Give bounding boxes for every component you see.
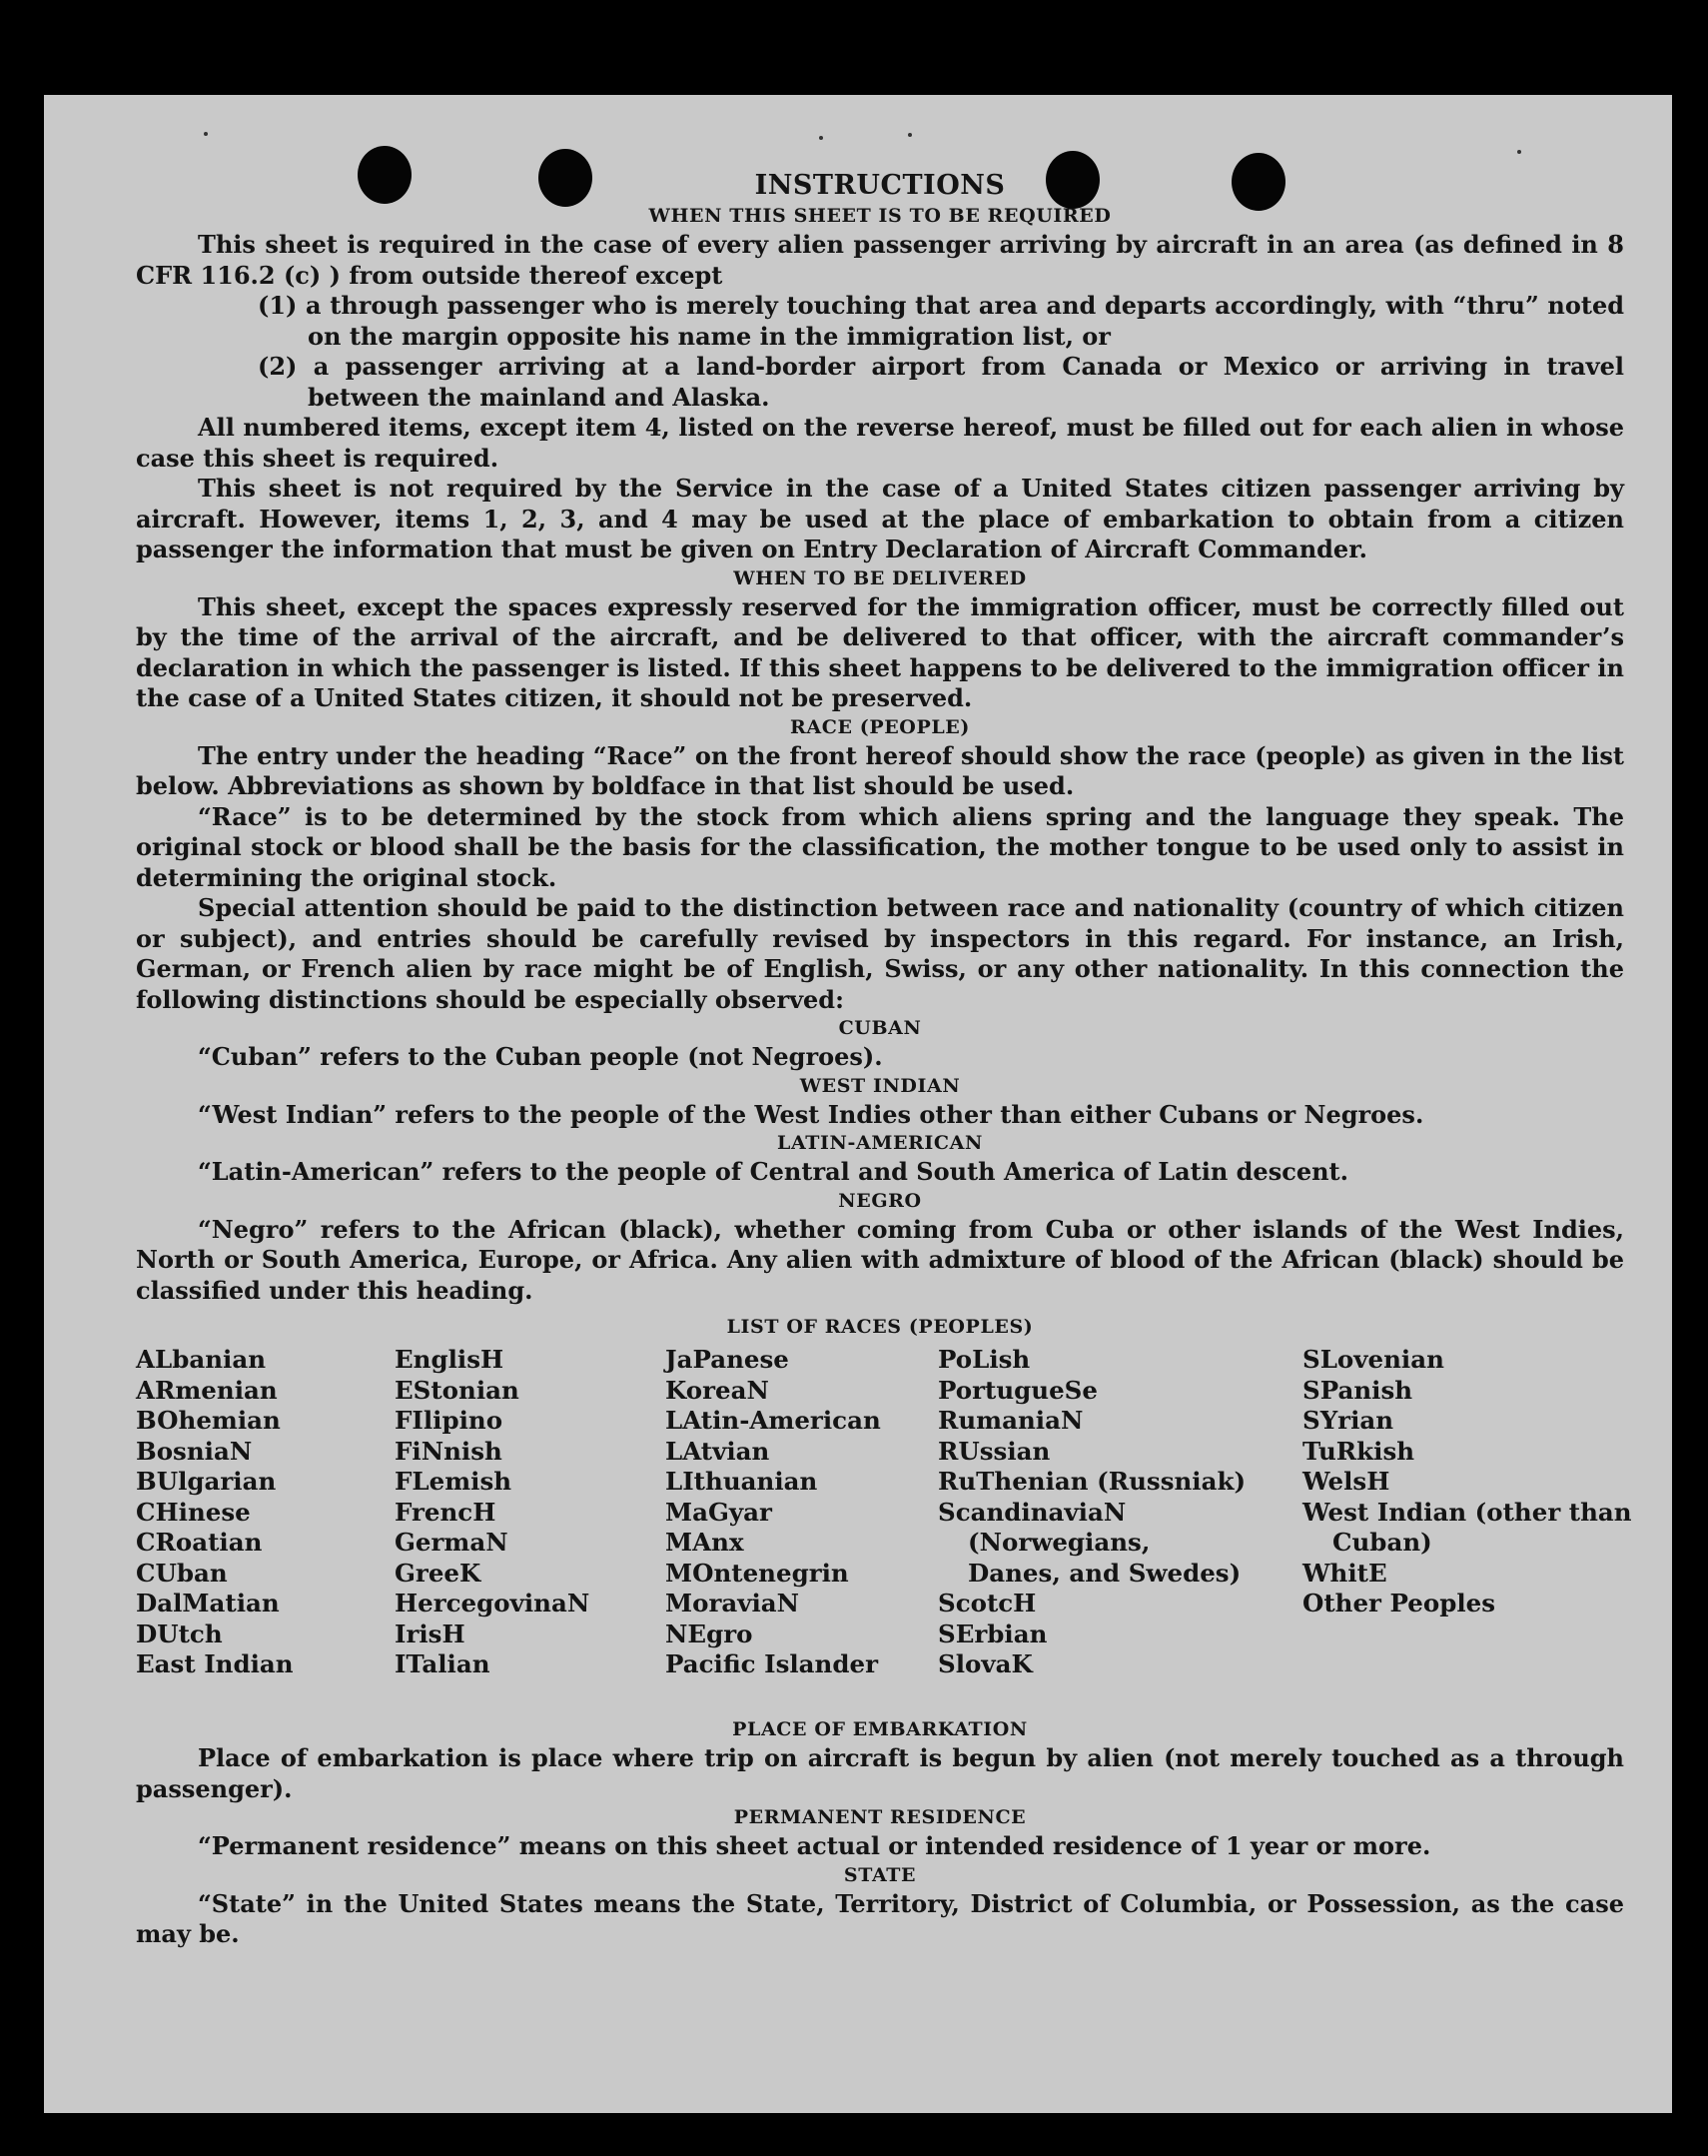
race-entry: NEgro — [665, 1618, 753, 1648]
race-entry: DUtch — [136, 1618, 223, 1648]
definition-cuban: “Cuban” refers to the Cuban people (not Negroes). — [198, 1042, 883, 1071]
race-entry: MAnx — [665, 1528, 744, 1557]
heading-negro: NEGRO — [838, 1189, 922, 1212]
race-entry: SlovaK — [938, 1649, 1033, 1678]
instructions-body — [136, 167, 1632, 1950]
heading-when-delivered: WHEN TO BE DELIVERED — [733, 566, 1027, 589]
definition-residence: “Permanent residence” means on this sheet actual or intended residence of 1 year or more. — [198, 1831, 1431, 1860]
list-item: (2) a passenger arriving at a land-border airport from Canada or Mexico or arriving in travel between the mainland and Alaska. — [258, 352, 1624, 412]
race-entry: BUlgarian — [136, 1467, 277, 1496]
list-item: (1) a through passenger who is merely touching that area and departs accordingly, with “thru” noted on the margin opposite his name in the immigration list, or — [258, 291, 1624, 351]
paragraph: The entry under the heading “Race” on the front hereof should show the race (people) as given in the list below. Abbreviations as shown by boldface in that list should be used. — [136, 740, 1624, 800]
paragraph: This sheet, except the spaces expressly reserved for the immigration officer, must be correctly filled out by the time of the arrival of the aircraft, and be delivered to that officer, with the aircraft commander’s declaration in which the passenger is listed. If this sheet happens to be delivered to the immigration officer in the case of a United States citizen, it should not be preserved. — [136, 591, 1624, 712]
races-column-4 — [938, 1345, 1248, 1680]
race-entry: HercegovinaN — [395, 1589, 590, 1617]
paragraph: Special attention should be paid to the distinction between race and nationality (country of which citizen or subject), and entries should be carefully revised by inspectors in this regard. For instance, an Irish, German, or French alien by race might be of English, Swiss, or any other nationality. In this connection the following distinctions should be especially observed: — [136, 893, 1624, 1014]
races-column-1 — [136, 1345, 294, 1680]
race-entry: CUban — [136, 1558, 228, 1588]
race-entry: LAtin-American — [665, 1406, 881, 1435]
speck — [819, 136, 823, 140]
definition-west-indian: “West Indian” refers to the people of the West Indies other than either Cubans or Negroes. — [198, 1099, 1424, 1129]
race-entry: ScotcH — [938, 1589, 1037, 1617]
race-entry: TuRkish — [1302, 1436, 1415, 1466]
paragraph: “Race” is to be determined by the stock from which aliens spring and the language they speak. The original stock or blood shall be the basis for the classification, the mother tongue to be used only to assist in determining the original stock. — [136, 801, 1624, 892]
race-entry: BOhemian — [136, 1406, 281, 1435]
race-entry: FIlipino — [395, 1406, 503, 1435]
definition-state: “State” in the United States means the State, Territory, District of Columbia, or Possession, as the case may be. — [136, 1888, 1624, 1948]
race-entry: PoLish — [938, 1345, 1031, 1374]
race-entry: GermaN — [395, 1528, 508, 1557]
race-entry: FLemish — [395, 1467, 512, 1496]
definition-latin-american: “Latin-American” refers to the people of Central and South America of Latin descent. — [198, 1157, 1348, 1186]
page-title: INSTRUCTIONS — [754, 170, 1006, 201]
race-entry: BosniaN — [136, 1436, 253, 1466]
speck — [204, 132, 208, 136]
race-entry: SLovenian — [1302, 1345, 1444, 1374]
race-entry: SYrian — [1302, 1406, 1394, 1435]
race-entry: RumaniaN — [938, 1406, 1084, 1435]
race-entry: ALbanian — [136, 1345, 267, 1374]
speck — [908, 133, 912, 137]
races-column-2 — [395, 1345, 589, 1680]
race-entry: KoreaN — [665, 1375, 769, 1405]
races-column-5 — [1302, 1345, 1632, 1619]
race-entry: LAtvian — [665, 1436, 770, 1466]
race-entry: ScandinaviaN (Norwegians, Danes, and Swedes) — [938, 1497, 1242, 1588]
race-entry: MOntenegrin — [665, 1558, 849, 1588]
definition-negro: “Negro” refers to the African (black), whether coming from Cuba or other islands of the West Indies, North or South America, Europe, or Africa. Any alien with admixture of blood of the African (black) should be classified under this heading. — [136, 1214, 1624, 1305]
race-entry: East Indian — [136, 1649, 294, 1678]
race-entry: IrisH — [395, 1618, 465, 1648]
heading-when-required: WHEN THIS SHEET IS TO BE REQUIRED — [648, 205, 1112, 227]
speck — [1517, 150, 1521, 154]
race-entry: LIthuanian — [665, 1467, 818, 1496]
heading-latin-american: LATIN-AMERICAN — [777, 1132, 983, 1154]
race-entry: SErbian — [938, 1618, 1048, 1648]
race-entry: FiNnish — [395, 1436, 502, 1466]
race-entry: SPanish — [1302, 1375, 1413, 1405]
race-entry: FrencH — [395, 1497, 496, 1527]
race-entry: JaPanese — [665, 1345, 789, 1374]
race-entry: West Indian (other than Cuban) — [1302, 1497, 1632, 1557]
races-column-3 — [665, 1345, 881, 1680]
race-entry: RUssian — [938, 1436, 1051, 1466]
race-entry: EnglisH — [395, 1345, 504, 1374]
race-entry: WelsH — [1302, 1467, 1390, 1496]
paragraph: This sheet is required in the case of every alien passenger arriving by aircraft in an area (as defined in 8 CFR 116.2 (c) ) from outside thereof except — [136, 230, 1624, 290]
heading-place-of-embarkation: PLACE OF EMBARKATION — [732, 1718, 1028, 1740]
race-entry: EStonian — [395, 1375, 519, 1405]
race-entry: ARmenian — [136, 1375, 278, 1405]
race-entry: ITalian — [395, 1649, 490, 1678]
paragraph: All numbered items, except item 4, listed on the reverse hereof, must be filled out for each alien in whose case this sheet is required. — [136, 413, 1624, 473]
race-entry: PortugueSe — [938, 1375, 1098, 1405]
definition-embarkation: Place of embarkation is place where trip on aircraft is begun by alien (not merely touched as a through passenger). — [136, 1743, 1624, 1803]
race-entry: GreeK — [395, 1558, 481, 1588]
race-entry: Other Peoples — [1302, 1589, 1496, 1617]
heading-list-of-races: LIST OF RACES (PEOPLES) — [726, 1316, 1034, 1338]
races-list — [136, 1345, 1632, 1716]
race-entry: MoraviaN — [665, 1589, 800, 1617]
race-entry: RuThenian (Russniak) — [938, 1467, 1247, 1496]
heading-west-indian: WEST INDIAN — [799, 1074, 961, 1097]
paragraph: This sheet is not required by the Service in the case of a United States citizen passenger arriving by aircraft. However, items 1, 2, 3, and 4 may be used at the place of embarkation to obtain from a citizen passenger the information that must be given on Entry Declaration of Aircraft Commander. — [136, 474, 1624, 563]
heading-race: RACE (PEOPLE) — [790, 715, 970, 738]
heading-cuban: CUBAN — [838, 1017, 922, 1039]
document-sheet — [44, 95, 1672, 2113]
race-entry: MaGyar — [665, 1497, 772, 1527]
race-entry: CRoatian — [136, 1528, 263, 1557]
race-entry: WhitE — [1302, 1558, 1387, 1588]
heading-permanent-residence: PERMANENT RESIDENCE — [733, 1806, 1027, 1828]
race-entry: DalMatian — [136, 1589, 280, 1617]
heading-state: STATE — [843, 1863, 917, 1886]
race-entry: Pacific Islander — [665, 1649, 878, 1678]
race-entry: CHinese — [136, 1497, 251, 1527]
